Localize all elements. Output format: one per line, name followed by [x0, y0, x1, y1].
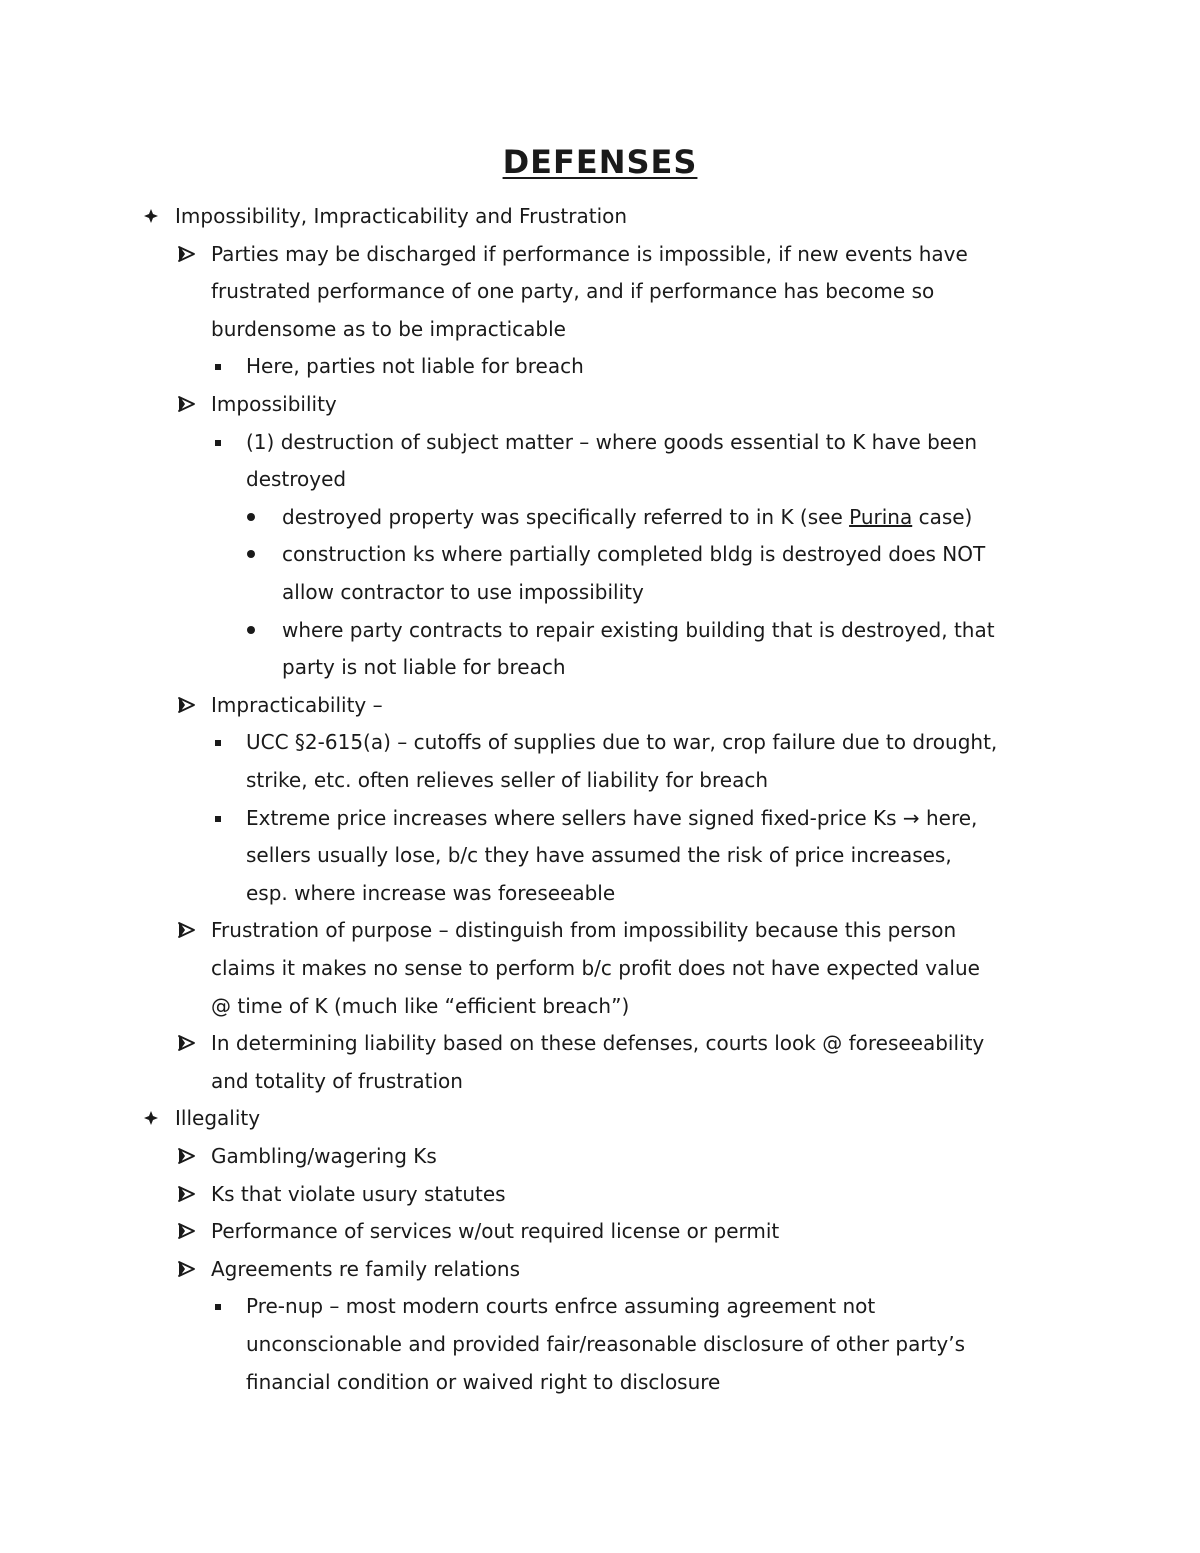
section-heading: Illegality: [175, 1106, 261, 1131]
list-item-text: claims it makes no sense to perform b/c profit does not have expected value: [211, 956, 980, 980]
square-bullet-icon: [215, 740, 221, 746]
list-item-text: Impossibility: [211, 392, 337, 416]
arrow-bullet-icon: [178, 1260, 196, 1278]
arrow-bullet-icon: [178, 1147, 196, 1165]
bullet-text: allow contractor to use impossibility: [282, 580, 644, 604]
square-bullet-icon: [215, 1304, 221, 1310]
sub-item-text: strike, etc. often relieves seller of liability for breach: [246, 768, 769, 792]
page-title: DEFENSES: [502, 143, 698, 181]
arrow-bullet-icon: [178, 1034, 196, 1052]
round-bullet-icon: [247, 550, 255, 558]
list-item-text: Gambling/wagering Ks: [211, 1144, 437, 1168]
bullet-text: party is not liable for breach: [282, 655, 566, 680]
square-bullet-icon: [215, 816, 221, 822]
arrow-bullet-icon: [178, 1185, 196, 1203]
round-bullet-icon: [247, 626, 255, 634]
list-item-text: Performance of services w/out required license or permit: [211, 1219, 780, 1244]
sub-item-text: financial condition or waived right to disclosure: [246, 1369, 721, 1394]
sub-item-text: esp. where increase was foreseeable: [246, 880, 616, 905]
arrow-bullet-icon: [178, 1222, 196, 1240]
list-item-text: Impracticability –: [211, 692, 383, 717]
bullet-text: construction ks where partially completed bldg is destroyed does NOT: [282, 542, 986, 567]
list-item-text: frustrated performance of one party, and if performance has become so: [211, 279, 935, 304]
list-item-text: In determining liability based on these defenses, courts look @ foreseeability: [211, 1031, 985, 1056]
sub-item-text: Extreme price increases where sellers have signed fixed-price Ks → here,: [246, 805, 978, 830]
sub-item-text: sellers usually lose, b/c they have assumed the risk of price increases,: [246, 843, 952, 868]
sub-item-text: UCC §2-615(a) – cutoffs of supplies due to war, crop failure due to drought,: [246, 730, 998, 755]
list-item-text: and totality of frustration: [211, 1068, 463, 1093]
sub-item-text: (1) destruction of subject matter – where goods essential to K have been: [246, 429, 978, 454]
square-bullet-icon: [215, 440, 221, 446]
bullet-text: where party contracts to repair existing building that is destroyed, that: [282, 617, 995, 642]
list-item-text: Parties may be discharged if performance is impossible, if new events have: [211, 241, 968, 266]
sub-item-text: Pre-nup – most modern courts enfrce assuming agreement not: [246, 1294, 876, 1319]
sub-item-text: unconscionable and provided fair/reasonable disclosure of other party’s: [246, 1332, 966, 1356]
diamond-bullet-icon: [144, 1111, 158, 1125]
list-item-text: Frustration of purpose – distinguish from impossibility because this person: [211, 918, 957, 943]
list-item-text: Agreements re family relations: [211, 1256, 521, 1281]
arrow-bullet-icon: [178, 245, 196, 263]
sub-item-text: destroyed: [246, 467, 347, 492]
square-bullet-icon: [215, 364, 221, 370]
arrow-bullet-icon: [178, 395, 196, 413]
arrow-bullet-icon: [178, 696, 196, 714]
list-item-text: Ks that violate usury statutes: [211, 1181, 506, 1206]
list-item-text: @ time of K (much like “efficient breach”): [211, 993, 630, 1018]
round-bullet-icon: [247, 513, 255, 521]
sub-item-text: Here, parties not liable for breach: [246, 354, 584, 379]
bullet-text: destroyed property was specifically referred to in K (see Purina case): [282, 504, 973, 529]
case-name-link: Purina: [849, 504, 913, 529]
section-heading: Impossibility, Impracticability and Frustration: [175, 204, 628, 228]
diamond-bullet-icon: [144, 209, 158, 223]
list-item-text: burdensome as to be impracticable: [211, 316, 566, 341]
arrow-bullet-icon: [178, 921, 196, 939]
